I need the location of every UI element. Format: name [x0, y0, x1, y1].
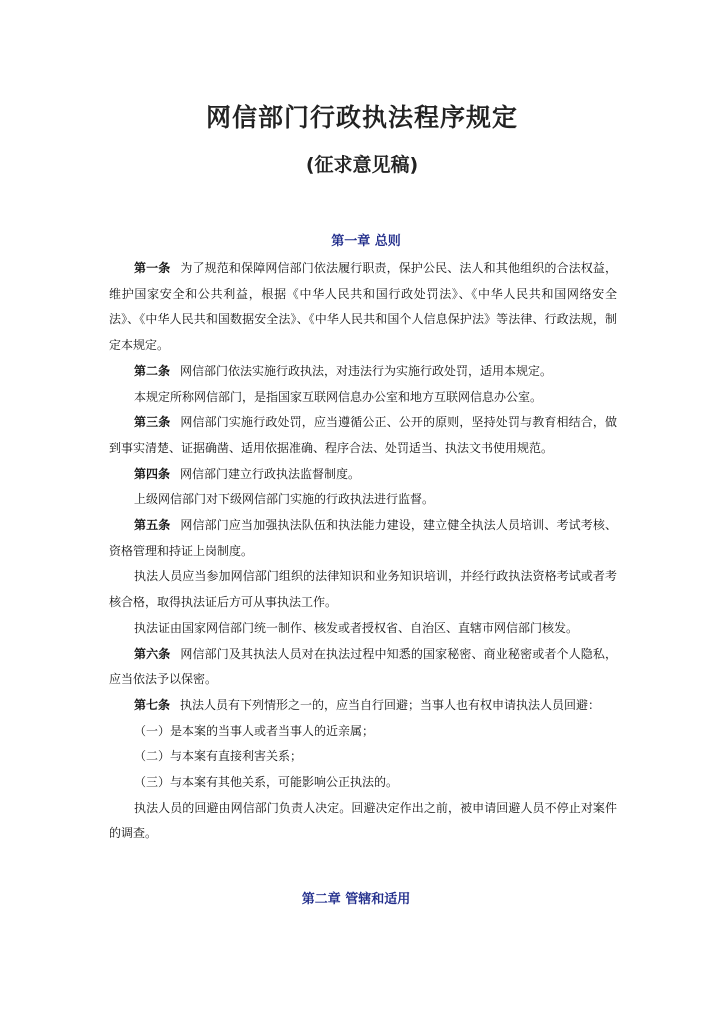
- article-text: 网信部门依法实施行政执法，对违法行为实施行政处罚，适用本规定。: [180, 363, 553, 378]
- paragraph-text: 上级网信部门对下级网信部门实施的行政执法进行监督。: [134, 492, 435, 507]
- paragraph: [109, 796, 617, 847]
- article-text: 网信部门及其执法人员对在执法过程中知悉的国家秘密、商业秘密或者个人隐私，应当依法予以保密。: [109, 646, 617, 687]
- list-item: [109, 744, 617, 770]
- article-text: 网信部门建立行政执法监督制度。: [180, 466, 361, 481]
- chapter-heading-1: 第一章 总则: [331, 234, 401, 249]
- paragraph-text: 执法证由国家网信部门统一制作、核发或者授权省、自治区、直辖市网信部门核发。: [134, 620, 579, 635]
- article-1: [109, 256, 617, 359]
- paragraph: [109, 616, 617, 642]
- article-text: 执法人员有下列情形之一的，应当自行回避；当事人也有权申请执法人员回避：: [180, 697, 601, 712]
- article-2: [109, 359, 617, 385]
- article-label: 第七条: [134, 697, 171, 712]
- chapter-1-body: [109, 256, 617, 847]
- paragraph-text: 本规定所称网信部门，是指国家互联网信息办公室和地方互联网信息办公室。: [134, 389, 543, 404]
- paragraph-text: 执法人员应当参加网信部门组织的法律知识和业务知识培训，并经行政执法资格考试或者考核合格，取得执法证后方可从事执法工作。: [109, 569, 617, 610]
- list-item: [109, 719, 617, 745]
- list-item-text: （三）与本案有其他关系，可能影响公正执法的。: [134, 775, 399, 790]
- document-subtitle: (征求意见稿): [305, 154, 419, 176]
- article-3: [109, 410, 617, 461]
- article-6: [109, 642, 617, 693]
- article-text: 网信部门应当加强执法队伍和执法能力建设，建立健全执法人员培训、考试考核、资格管理和持证上岗制度。: [109, 518, 617, 558]
- article-text: 为了规范和保障网信部门依法履行职责，保护公民、法人和其他组织的合法权益，维护国家安全和公共利益，根据《中华人民共和国行政处罚法》、《中华人民共和国网络安全法》、《中华人民共和国数据安全法》、《中华人民共和国个人信息保护法》等法律、行政法规，制定本规定。: [109, 261, 617, 353]
- paragraph: [109, 385, 617, 411]
- paragraph: [109, 564, 617, 615]
- article-label: 第四条: [134, 466, 171, 481]
- article-label: 第五条: [134, 518, 171, 533]
- paragraph-text: 执法人员的回避由网信部门负责人决定。回避决定作出之前，被申请回避人员不停止对案件的调查。: [109, 800, 617, 841]
- paragraph: [109, 487, 617, 513]
- article-5: [109, 513, 617, 564]
- article-label: 第六条: [134, 646, 171, 661]
- list-item-text: （二）与本案有直接利害关系；: [134, 749, 303, 764]
- list-item: [109, 770, 617, 796]
- article-4: [109, 462, 617, 488]
- article-label: 第三条: [134, 415, 171, 430]
- document-title: 网信部门行政执法程序规定: [205, 103, 518, 132]
- article-label: 第二条: [134, 363, 171, 378]
- list-item-text: （一）是本案的当事人或者当事人的近亲属；: [134, 723, 375, 738]
- article-7: [109, 693, 617, 719]
- article-text: 网信部门实施行政处罚，应当遵循公正、公开的原则，坚持处罚与教育相结合，做到事实清楚、证据确凿、适用依据准确、程序合法、处罚适当、执法文书使用规范。: [109, 415, 617, 455]
- chapter-heading-2: 第二章 管辖和适用: [301, 892, 411, 907]
- article-label: 第一条: [134, 261, 171, 275]
